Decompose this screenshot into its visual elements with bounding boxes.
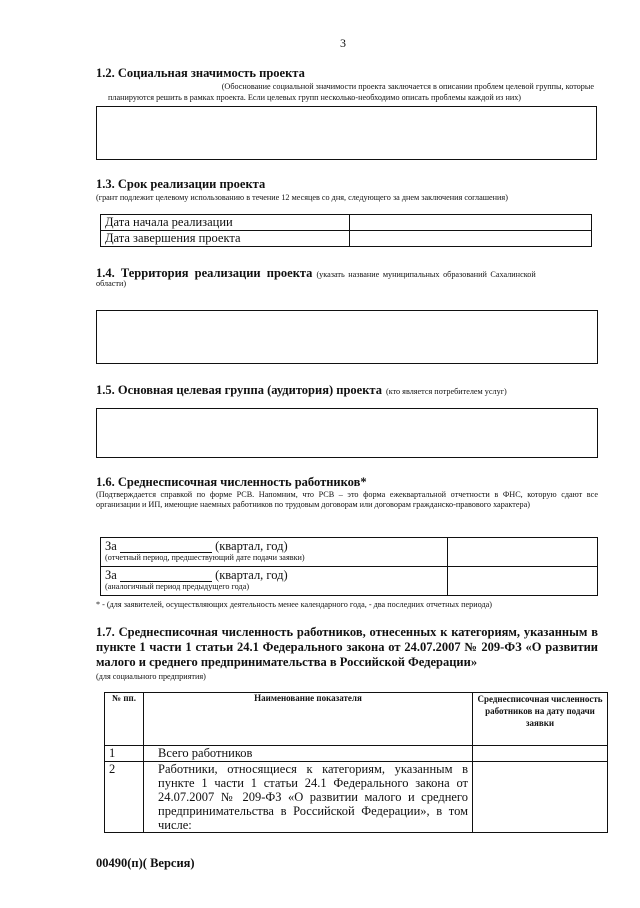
headcount-value[interactable] bbox=[448, 567, 598, 596]
social-significance-field[interactable] bbox=[96, 106, 597, 160]
section-1-6-footnote: * - (для заявителей, осуществляющих деятельность менее календарного года, - два последних отчетных периода) bbox=[96, 600, 492, 609]
section-1-6-note: (Подтверждается справкой по форме РСВ. Напомним, что РСВ – это форма ежеквартальной отчетности в ФНС, которую сдают все организации и ИП, имеющие наемных работников по трудовым договорам или договорам гражданско-правового характера) bbox=[96, 490, 598, 509]
categories-table bbox=[104, 692, 608, 833]
header-num: № пп. bbox=[105, 693, 144, 746]
section-1-5-title: 1.5. Основная целевая группа (аудитория) проекта bbox=[96, 383, 382, 397]
table-row bbox=[105, 746, 608, 762]
page-number: 3 bbox=[340, 36, 346, 50]
territory-field[interactable] bbox=[96, 310, 598, 364]
start-date-value[interactable] bbox=[350, 215, 592, 231]
row-name: Работники, относящиеся к категориям, указанным в пункте 1 части 1 статьи 24.1 Федерального закона от 24.07.2007 № 209-ФЗ «О развитии малого и среднего предпринимательства в Российской Федерации», в том числе: bbox=[144, 762, 473, 833]
period-prefix: За bbox=[105, 539, 117, 553]
headcount-value[interactable] bbox=[448, 538, 598, 567]
section-1-3-title: 1.3. Срок реализации проекта bbox=[96, 177, 266, 191]
document-code: 00490(п)( Версия) bbox=[96, 856, 195, 870]
section-1-6-title: 1.6. Среднесписочная численность работников* bbox=[96, 475, 367, 489]
section-1-7-title: 1.7. Среднесписочная численность работников, отнесенных к категориям, указанным в пункте 1 части 1 статьи 24.1 Федерального закона от 24.07.2007 № 209-ФЗ «О развитии малого и среднего предпринимательства в Российской Федерации» bbox=[96, 625, 598, 669]
table-row bbox=[101, 538, 598, 567]
period-prefix: За bbox=[105, 568, 117, 582]
section-1-7-note: (для социального предприятия) bbox=[96, 672, 206, 681]
section-1-3-note: (грант подлежит целевому использованию в течение 12 месяцев со дня, следующего за днем заключения соглашения) bbox=[96, 193, 508, 202]
header-name: Наименование показателя bbox=[144, 693, 473, 746]
section-1-5-heading bbox=[96, 381, 507, 399]
section-1-2-title: 1.2. Социальная значимость проекта bbox=[96, 66, 305, 80]
header-value: Среднесписочная численность работников на дату подачи заявки bbox=[473, 693, 608, 746]
table-row bbox=[101, 231, 592, 247]
period-cell bbox=[101, 567, 448, 596]
period-suffix: (квартал, год) bbox=[215, 568, 288, 582]
target-group-field[interactable] bbox=[96, 408, 598, 458]
section-1-4-note: (указать название муниципальных образований Сахалинской bbox=[316, 270, 536, 279]
table-row bbox=[105, 693, 608, 746]
table-row bbox=[101, 215, 592, 231]
period-note: (отчетный период, предшествующий дате подачи заявки) bbox=[105, 553, 305, 562]
row-num: 2 bbox=[105, 762, 144, 833]
end-date-label: Дата завершения проекта bbox=[101, 231, 350, 247]
period-note: (аналогичный период предыдущего года) bbox=[105, 582, 250, 591]
table-row bbox=[101, 567, 598, 596]
headcount-table bbox=[100, 537, 598, 596]
row-value[interactable] bbox=[473, 762, 608, 833]
section-1-2-note-line2: планируются решить в рамках проекта. Если целевых групп несколько-необходимо описать проблемы каждой из них) bbox=[108, 93, 522, 102]
end-date-value[interactable] bbox=[350, 231, 592, 247]
section-1-4-heading bbox=[96, 264, 598, 282]
section-1-5-note: (кто является потребителем услуг) bbox=[385, 387, 507, 396]
section-1-4-title: 1.4. Территория реализации проекта bbox=[96, 266, 313, 280]
period-suffix: (квартал, год) bbox=[215, 539, 288, 553]
row-value[interactable] bbox=[473, 746, 608, 762]
section-1-2-note-line1: (Обоснование социальной значимости проекта заключается в описании проблем целевой группы, которые bbox=[221, 82, 594, 91]
section-1-4-note-cont: области) bbox=[96, 279, 127, 288]
project-period-table bbox=[100, 214, 592, 247]
row-name: Всего работников bbox=[144, 746, 473, 762]
start-date-label: Дата начала реализации bbox=[101, 215, 350, 231]
quarter-input[interactable] bbox=[120, 569, 212, 582]
quarter-input[interactable] bbox=[120, 540, 212, 553]
table-row bbox=[105, 762, 608, 833]
row-num: 1 bbox=[105, 746, 144, 762]
period-cell bbox=[101, 538, 448, 567]
